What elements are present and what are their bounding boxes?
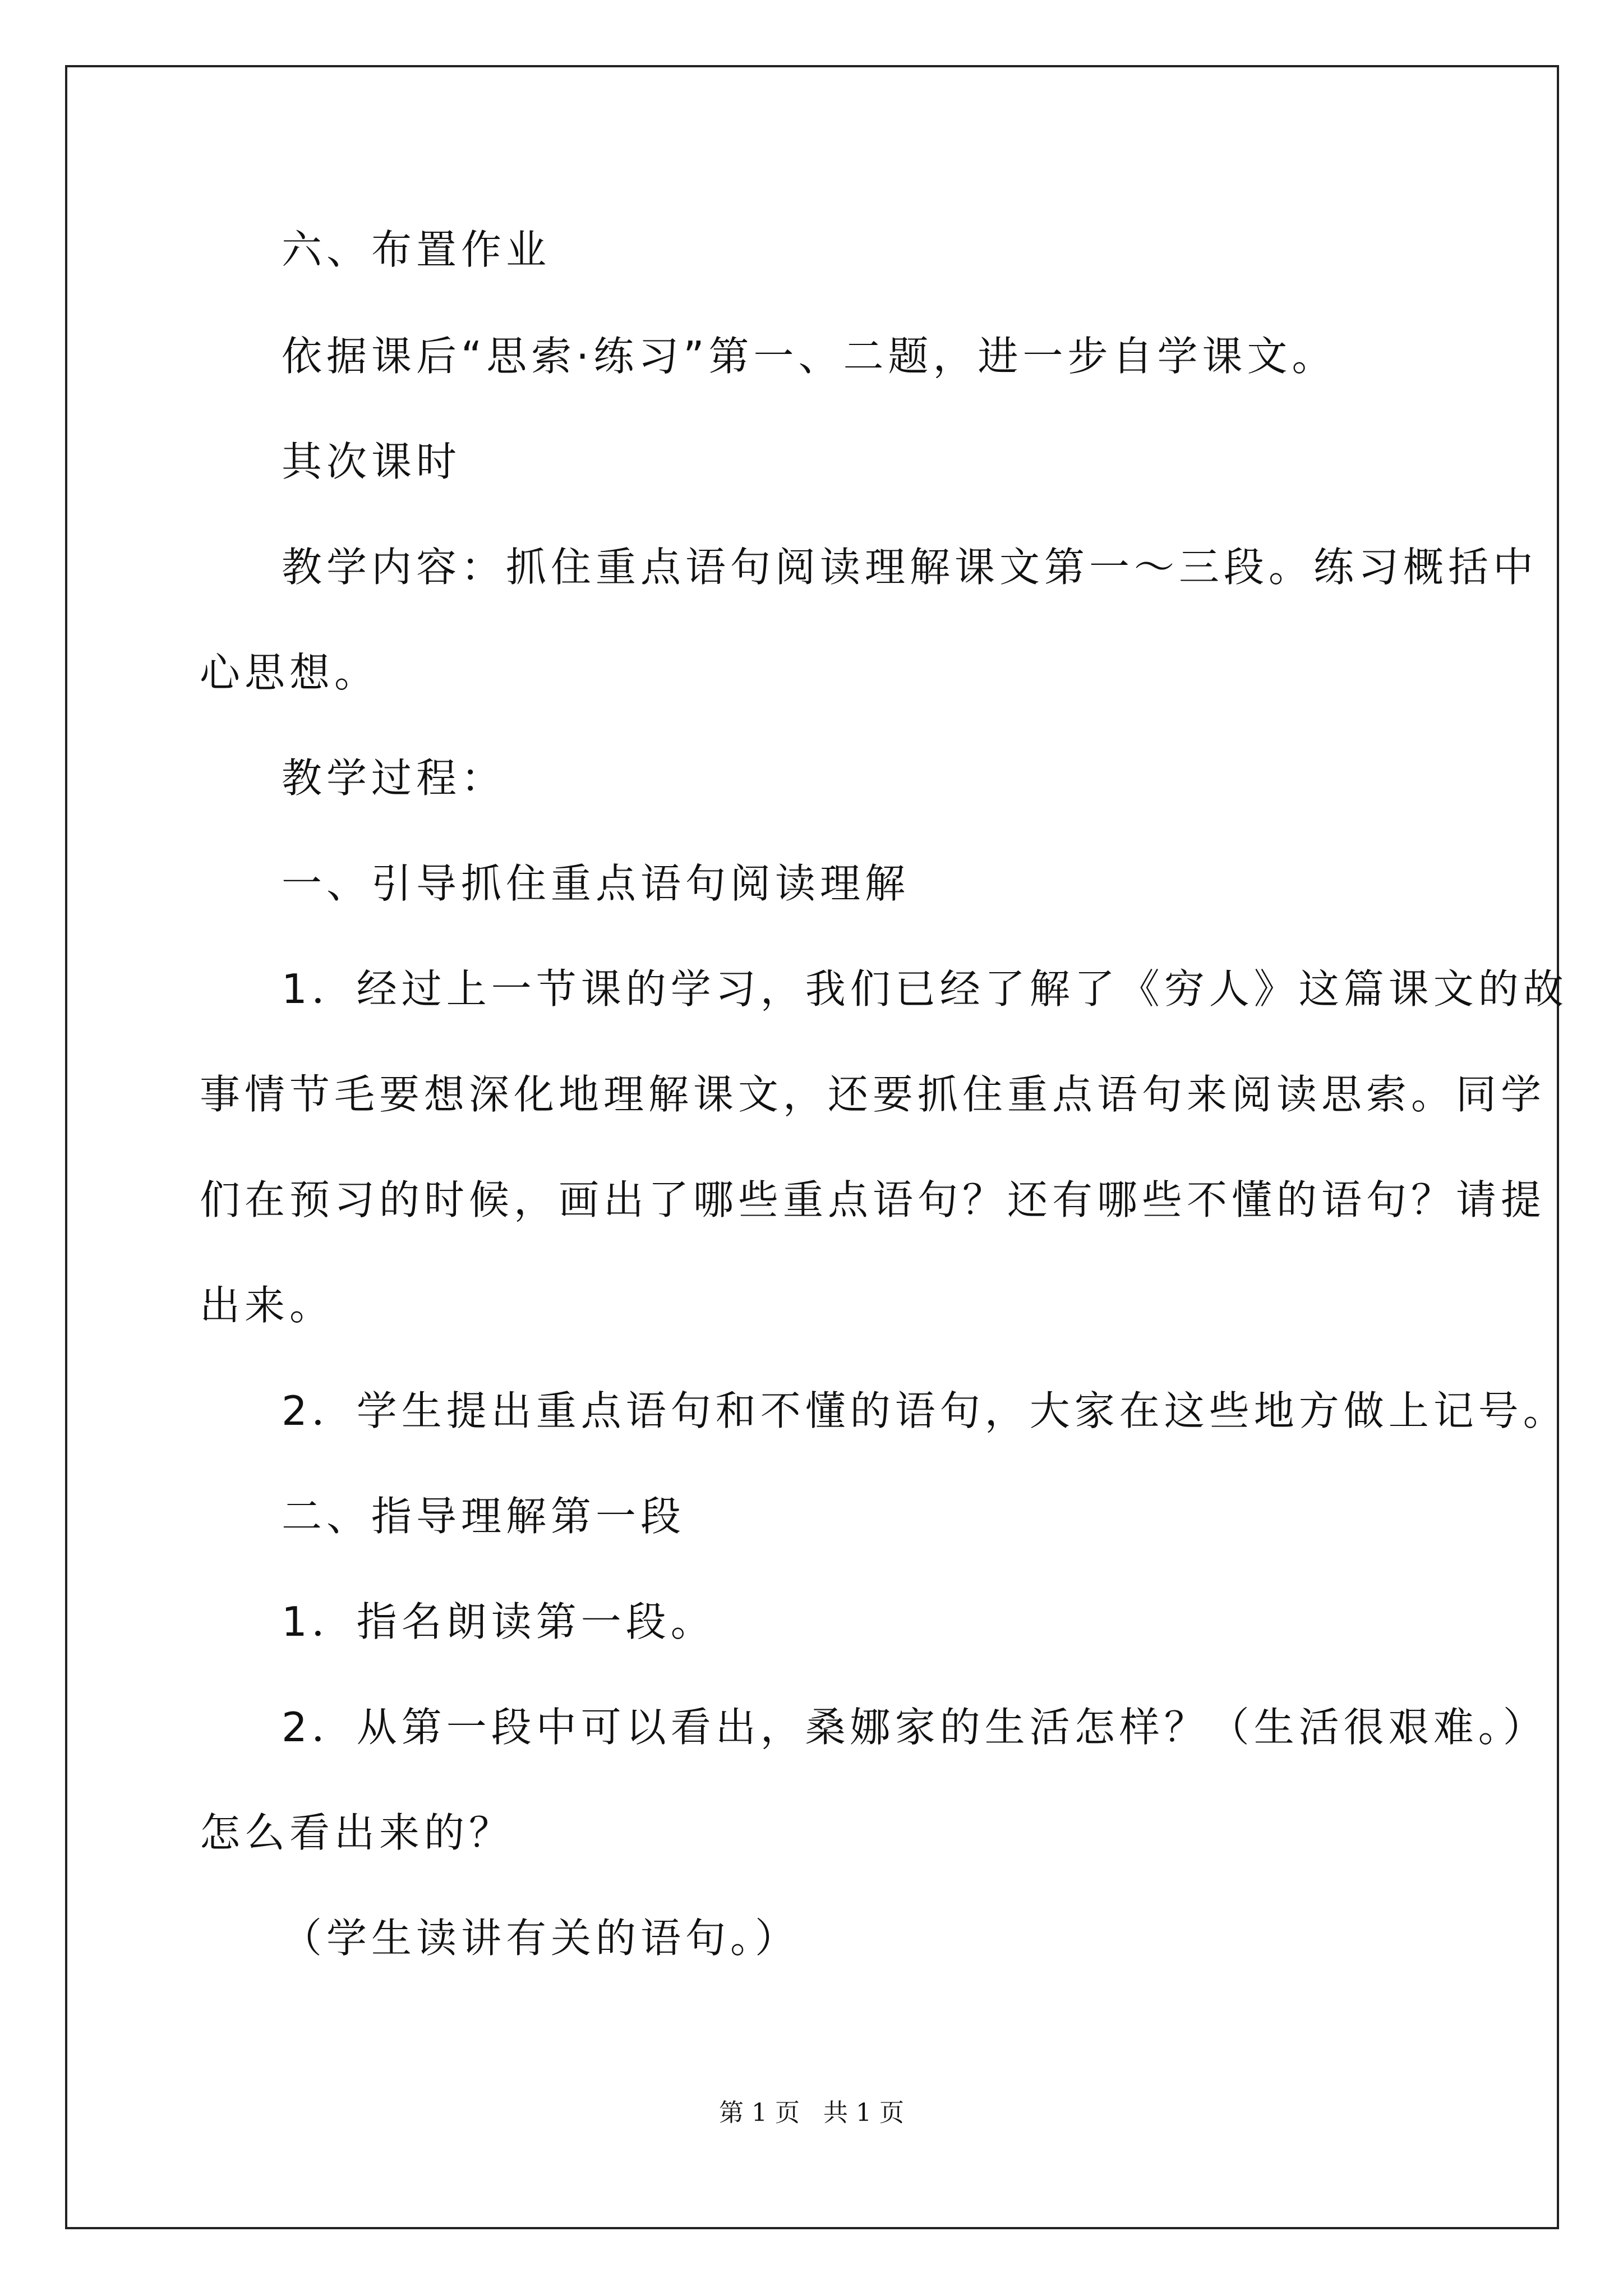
paragraph-line: 事情节毛要想深化地理解课文，还要抓住重点语句来阅读思索。同学 [200,1071,1546,1118]
paragraph-line: 们在预习的时候，画出了哪些重点语句？还有哪些不懂的语句？请提 [200,1176,1546,1223]
paragraph-line: 教学内容：抓住重点语句阅读理解课文第一～三段。练习概括中 [282,544,1538,591]
paragraph-line: 出来。 [200,1282,335,1329]
section-heading: 一、引导抓住重点语句阅读理解 [282,860,910,907]
paragraph-line: 1．指名朗读第一段。 [282,1598,716,1645]
paragraph-line: 心思想。 [200,649,380,696]
page-number-footer: 第 1 页 共 1 页 [719,2099,904,2127]
paragraph-line: （学生读讲有关的语句。） [282,1915,800,1962]
paragraph-line: 怎么看出来的？ [200,1809,514,1856]
paragraph-line: 2．学生提出重点语句和不懂的语句，大家在这些地方做上记号。 [282,1387,1568,1434]
paragraph-line: 教学过程： [282,754,506,802]
section-heading-homework: 六、布置作业 [282,226,551,273]
paragraph-line: 2．从第一段中可以看出，桑娜家的生活怎样？（生活很艰难。） [282,1704,1548,1751]
paragraph-line: 依据课后“思索·练习”第一、二题，进一步自学课文。 [282,333,1337,380]
paragraph-line: 1．经过上一节课的学习，我们已经了解了《穷人》这篇课文的故 [282,965,1568,1013]
lesson-heading: 其次课时 [282,438,462,485]
section-heading: 二、指导理解第一段 [282,1493,686,1540]
page-border [65,65,1559,2229]
